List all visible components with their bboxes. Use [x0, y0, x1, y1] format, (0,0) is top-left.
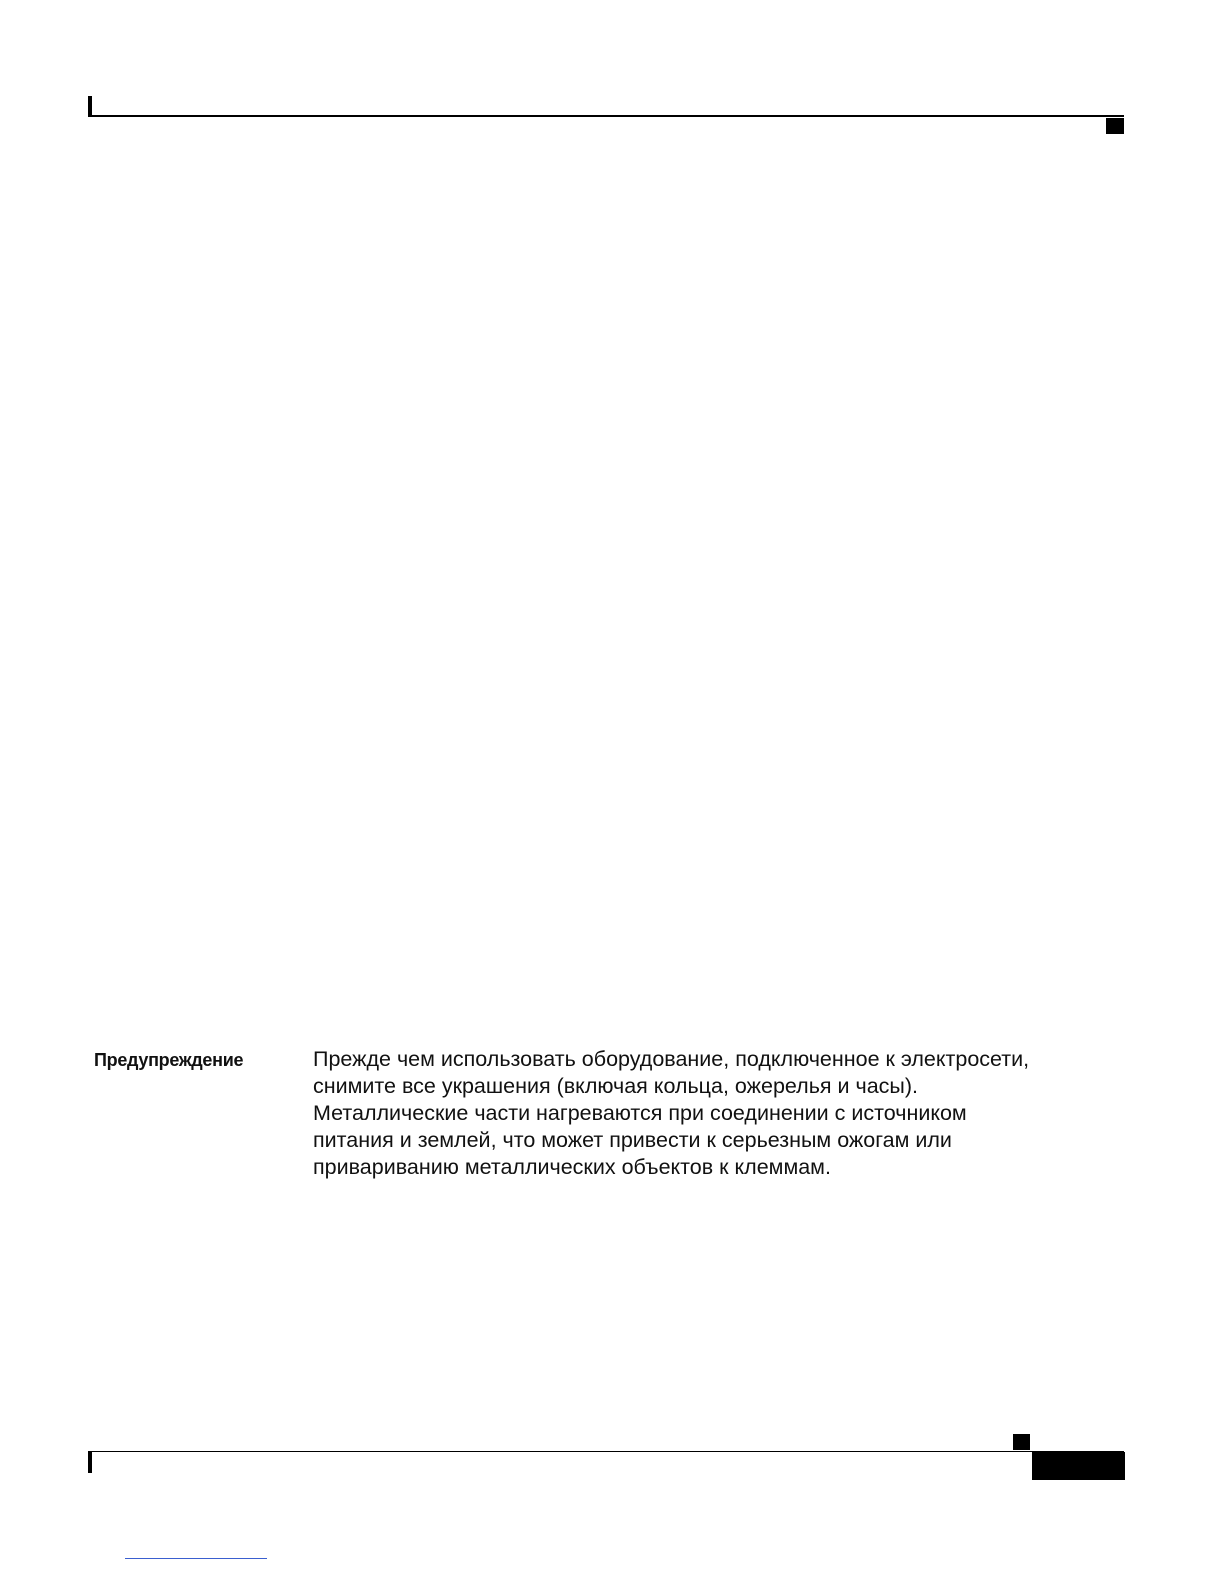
warning-line: снимите все украшения (включая кольца, ожерелья и часы).	[313, 1074, 918, 1098]
warning-line: привариванию металлических объектов к клеммам.	[313, 1155, 831, 1179]
warning-line: питания и землей, что может привести к серьезным ожогам или	[313, 1128, 952, 1152]
bottom-link-underline[interactable]	[125, 1558, 267, 1559]
footer-corner-marker	[1013, 1434, 1030, 1450]
warning-line: Прежде чем использовать оборудование, подключенное к электросети,	[313, 1047, 1030, 1071]
footer-rule	[88, 1451, 1124, 1452]
warning-label: Предупреждение	[94, 1050, 244, 1070]
warning-text	[313, 1046, 1113, 1181]
header-left-tick	[88, 96, 92, 117]
warning-line: Металлические части нагреваются при соединении с источником	[313, 1101, 967, 1125]
footer-page-tab	[1032, 1452, 1125, 1480]
footer-left-tick	[88, 1452, 92, 1473]
header-rule	[88, 115, 1124, 117]
header-corner-marker	[1106, 118, 1124, 134]
